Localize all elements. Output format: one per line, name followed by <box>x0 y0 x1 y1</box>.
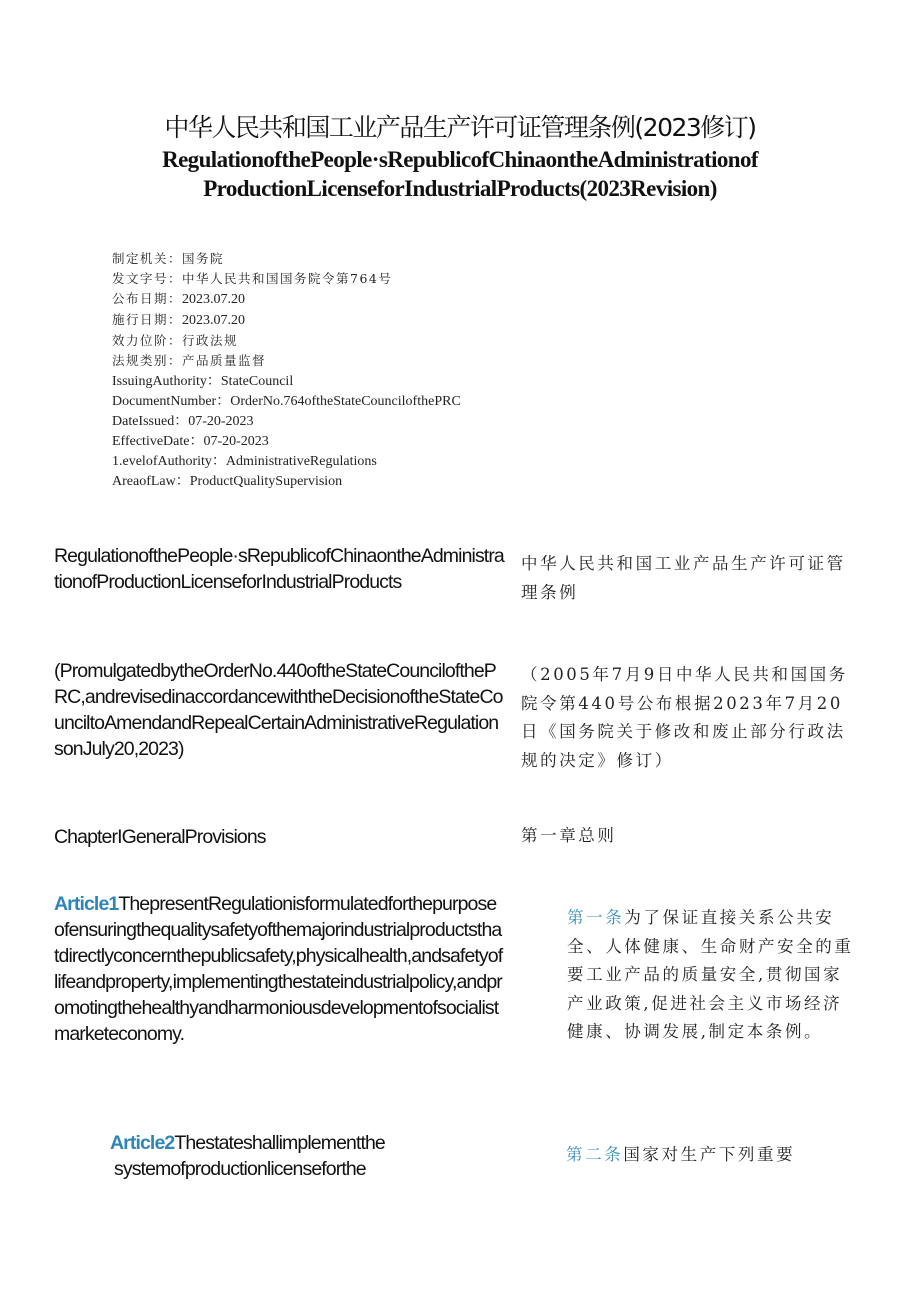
document-title-en-line2: ProductionLicenseforIndustrialProducts(2023Revision) <box>203 176 717 201</box>
promulgation-note-cn: （2005年7月9日中华人民共和国国务院令第440号公布根据2023年7月20日《国务院关于修改和废止部分行政法规的决定》修订） <box>521 665 848 770</box>
article-1-cn <box>521 904 861 1047</box>
chapter-heading-en: ChapterIGeneralProvisions <box>54 826 266 848</box>
article-2-label-cn: 第二条 <box>566 1145 624 1164</box>
meta-date-issued-cn: 公布日期：2023.07.20 <box>112 291 246 308</box>
regulation-heading-en: RegulationofthePeople·sRepublicofChinaontheAdministrationofProductionLicenseforIndustrialProducts <box>54 545 504 593</box>
article-2-text-en-line2: systemofproductionlicenseforthe <box>114 1158 366 1180</box>
meta-document-number-cn: 发文字号：中华人民共和国国务院令第764号 <box>112 271 393 287</box>
article-2-text-en-line1: Thestateshallimplementthe <box>174 1132 385 1154</box>
meta-area-of-law-cn: 法规类别：产品质量监督 <box>112 353 267 369</box>
article-2-text-cn: 国家对生产下列重要 <box>623 1145 796 1164</box>
metadata-block <box>112 249 461 492</box>
meta-level-of-authority-cn: 效力位阶：行政法规 <box>112 333 239 349</box>
meta-issuing-authority-en: IssuingAuthority：StateCouncil <box>112 373 294 389</box>
document-title-cn: 中华人民共和国工业产品生产许可证管理条例(2023修订) <box>164 113 756 142</box>
article-2-label-en: Article2 <box>110 1132 175 1154</box>
article-1-text-en: ThepresentRegulationisformulatedforthepurposeofensuringthequalitysafetyofthemajorindustrialproductsthatdirectlyconcernthepublicsafety,physicalhealth,andsafetyoflifeandproperty,implementingthestateindustrialpolicy,andpromotingthehealthyandharmoniousdevelopmentofsocialistmarketeconomy. <box>54 893 503 1045</box>
article-1-text-cn: 为了保证直接关系公共安全、人体健康、生命财产安全的重要工业产品的质量安全,贯彻国家产业政策,促进社会主义市场经济健康、协调发展,制定本条例。 <box>567 908 854 1041</box>
article-2-cn <box>566 1141 795 1169</box>
meta-level-of-authority-en: 1.evelofAuthority：AdministrativeRegulations <box>112 453 377 469</box>
meta-area-of-law-en: AreaofLaw：ProductQualitySupervision <box>112 474 343 490</box>
regulation-heading-cn: 中华人民共和国工业产品生产许可证管理条例 <box>521 554 846 602</box>
chapter-heading-cn: 第一章总则 <box>521 826 617 845</box>
article-1-label-cn: 第一条 <box>567 908 625 927</box>
article-1-en <box>54 891 504 1047</box>
meta-effective-date-en: EffectiveDate：07-20-2023 <box>112 433 269 449</box>
meta-effective-date-cn: 施行日期：2023.07.20 <box>112 312 246 329</box>
article-2-en <box>110 1130 385 1182</box>
article-1-label-en: Article1 <box>54 893 119 915</box>
promulgation-note-en: (PromulgatedbytheOrderNo.440oftheStateCouncilofthePRC,andrevisedinaccordancewiththeDecisionoftheStateCounciltoAmendandRepealCertainAdministrativeRegulationsonJuly20,2023) <box>54 660 503 760</box>
document-title-en-line1: RegulationofthePeople·sRepublicofChinaontheAdministrationof <box>162 147 758 172</box>
meta-issuing-authority-cn: 制定机关：国务院 <box>112 251 225 266</box>
meta-date-issued-en: DateIssued：07-20-2023 <box>112 413 254 429</box>
meta-document-number-en: DocumentNumber：OrderNo.764oftheStateCouncilofthePRC <box>112 393 461 409</box>
